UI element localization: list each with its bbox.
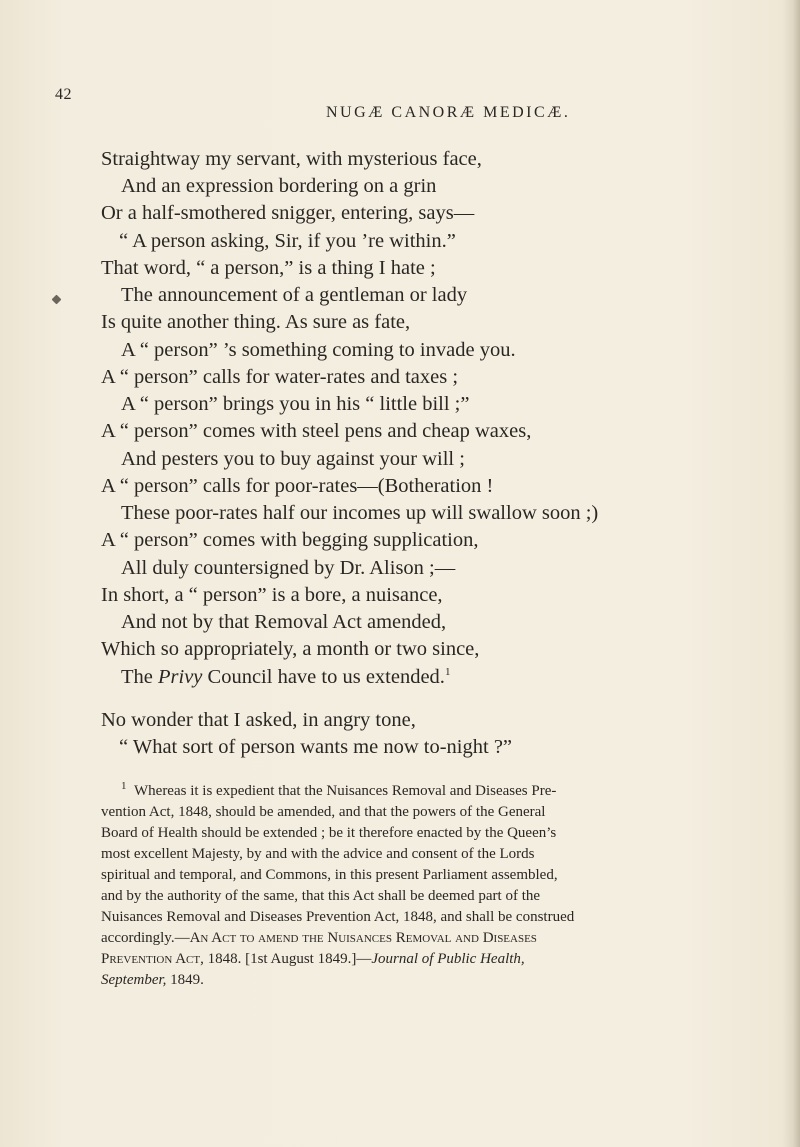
act-title: Prevention Act, [101,951,204,967]
poem-text: The [121,666,158,688]
footnote-line: spiritual and temporal, and Commons, in this present Parliament assembled, [101,867,558,883]
footnote-text: Whereas it is expedient that the Nuisances Removal and Diseases Pre- [134,783,557,799]
poem-line: That word, “ a person,” is a thing I hate ; [101,257,436,279]
poem-line: Or a half-smothered snigger, entering, says— [101,202,475,224]
poem-line: A “ person” comes with steel pens and cheap waxes, [101,420,532,442]
footnote-line [101,952,525,967]
poem-line: And not by that Removal Act amended, [121,611,447,633]
poem-line: “ A person asking, Sir, if you ’re within.” [119,230,456,252]
footnote-reference: 1 [444,666,451,679]
footnote-text: 1848. [1st August 1849.]— [203,951,372,967]
poem-text: Council have to us extended. [202,666,445,688]
poem-line: And pesters you to buy against your will ; [121,448,465,470]
footnote-line [121,780,557,799]
footnote-text: accordingly.— [101,930,190,946]
poem-line: Which so appropriately, a month or two since, [101,638,480,660]
page-number: 42 [55,86,72,103]
poem-line: A “ person” calls for poor-rates—(Botheration ! [101,475,494,497]
running-head: NUGÆ CANORÆ MEDICÆ. [326,104,571,121]
footnote-line: vention Act, 1848, should be amended, and that the powers of the General [101,804,546,820]
poem-line: A “ person” ’s something coming to invade you. [121,339,516,361]
footnote-marker: 1 [121,780,127,792]
footnote-text: 1849. [166,972,204,988]
poem-line: Is quite another thing. As sure as fate, [101,311,411,333]
footnote-line: and by the authority of the same, that this Act shall be deemed part of the [101,888,541,904]
footnote-line: Board of Health should be extended ; be it therefore enacted by the Queen’s [101,825,557,841]
poem-line: In short, a “ person” is a bore, a nuisance, [101,584,443,606]
footnote-line: Nuisances Removal and Diseases Prevention Act, 1848, and shall be construed [101,909,575,925]
poem-line: A “ person” calls for water-rates and taxes ; [101,366,459,388]
footnote-line: most excellent Majesty, by and with the advice and consent of the Lords [101,846,535,862]
poem-line: Straightway my servant, with mysterious face, [101,148,482,170]
poem-line-with-footnote [121,667,450,688]
page-edge-shadow [782,0,800,1147]
journal-month: September, [101,972,167,988]
poem-line: And an expression bordering on a grin [121,175,437,197]
poem-line: These poor-rates half our incomes up will swallow soon ;) [121,502,599,524]
poem-line: All duly countersigned by Dr. Alison ;— [121,557,456,579]
margin-mark-icon [52,295,62,305]
poem-line: “ What sort of person wants me now to-night ?” [119,736,513,758]
poem-line: No wonder that I asked, in angry tone, [101,709,416,731]
poem-line: A “ person” brings you in his “ little bill ;” [121,393,470,415]
poem-line: The announcement of a gentleman or lady [121,284,468,306]
poem-line: A “ person” comes with begging supplication, [101,529,479,551]
footnote-line [101,973,204,988]
journal-title: Journal of Public Health, [371,951,525,967]
footnote-line [101,931,537,946]
act-title: An Act to amend the Nuisances Removal and Diseases [189,930,537,946]
poem-italic-word: Privy [158,666,203,688]
